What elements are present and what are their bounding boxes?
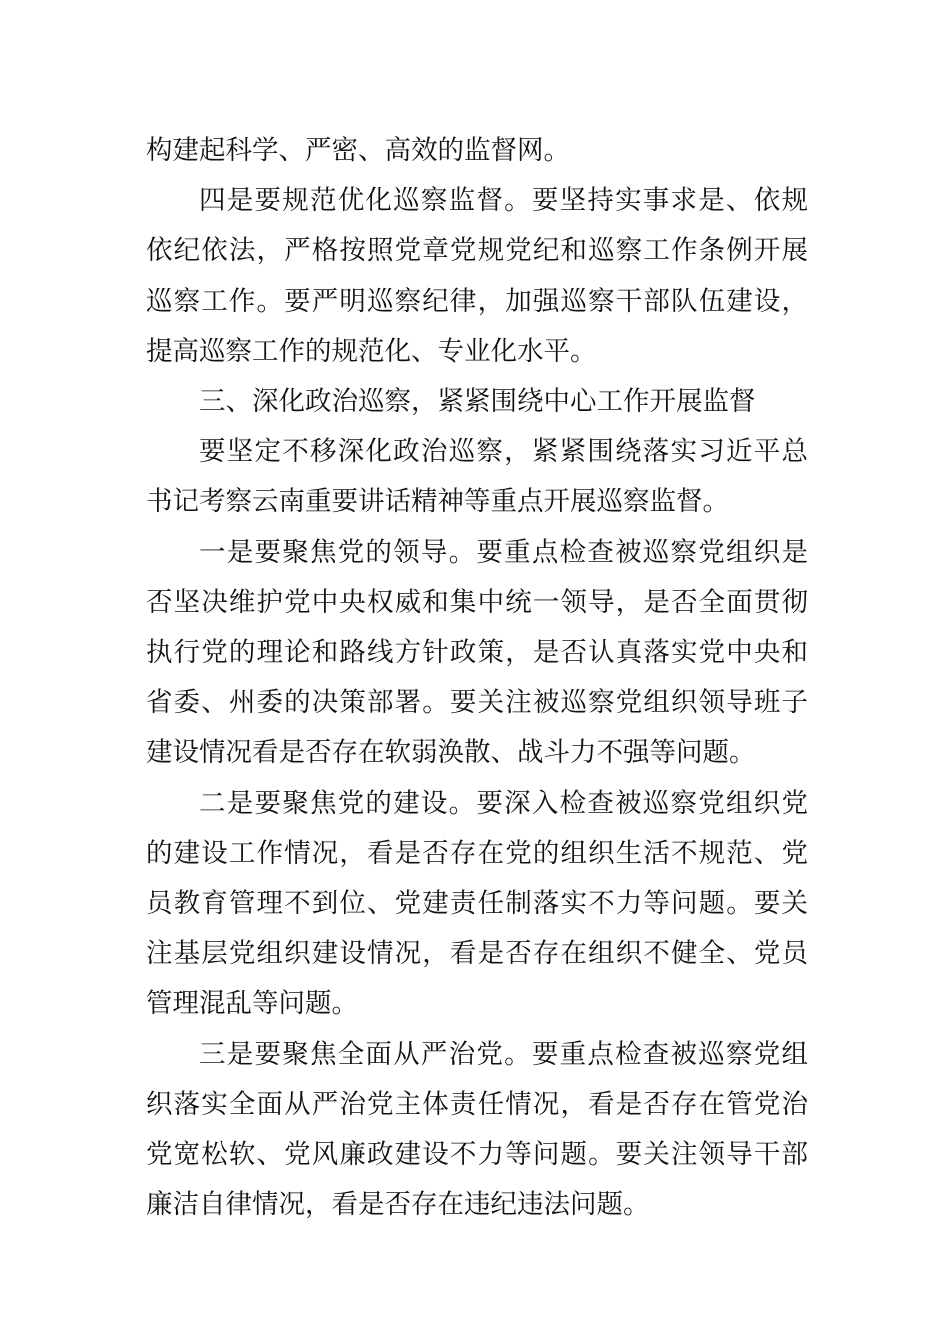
paragraph-point-one: 一是要聚焦党的领导。要重点检查被巡察党组织是否坚决维护党中央权威和集中统一领导，是否全面贯彻执行党的理论和路线方针政策，是否认真落实党中央和省委、州委的决策部署。要关注被巡察党组织领导班子建设情况看是否存在软弱涣散、战斗力不强等问题。	[146, 536, 808, 769]
paragraph-point-four: 四是要规范优化巡察监督。要坚持实事求是、依规依纪依法，严格按照党章党规党纪和巡察工作条例开展巡察工作。要严明巡察纪律，加强巡察干部队伍建设，提高巡察工作的规范化、专业化水平。	[146, 185, 808, 367]
section-heading-three: 三、深化政治巡察，紧紧围绕中心工作开展监督	[199, 386, 756, 418]
paragraph-section-intro: 要坚定不移深化政治巡察，紧紧围绕落实习近平总书记考察云南重要讲话精神等重点开展巡察监督。	[146, 436, 808, 518]
paragraph-point-two: 二是要聚焦党的建设。要深入检查被巡察党组织党的建设工作情况，看是否存在党的组织生活不规范、党员教育管理不到位、党建责任制落实不力等问题。要关注基层党组织建设情况，看是否存在组织不健全、党员管理混乱等问题。	[146, 787, 808, 1020]
document-body	[146, 126, 808, 1230]
paragraph-point-three: 三是要聚焦全面从严治党。要重点检查被巡察党组织落实全面从严治党主体责任情况，看是否存在管党治党宽松软、党风廉政建设不力等问题。要关注领导干部廉洁自律情况，看是否存在违纪违法问题。	[146, 1038, 808, 1221]
paragraph-continuation: 构建起科学、严密、高效的监督网。	[146, 135, 570, 166]
